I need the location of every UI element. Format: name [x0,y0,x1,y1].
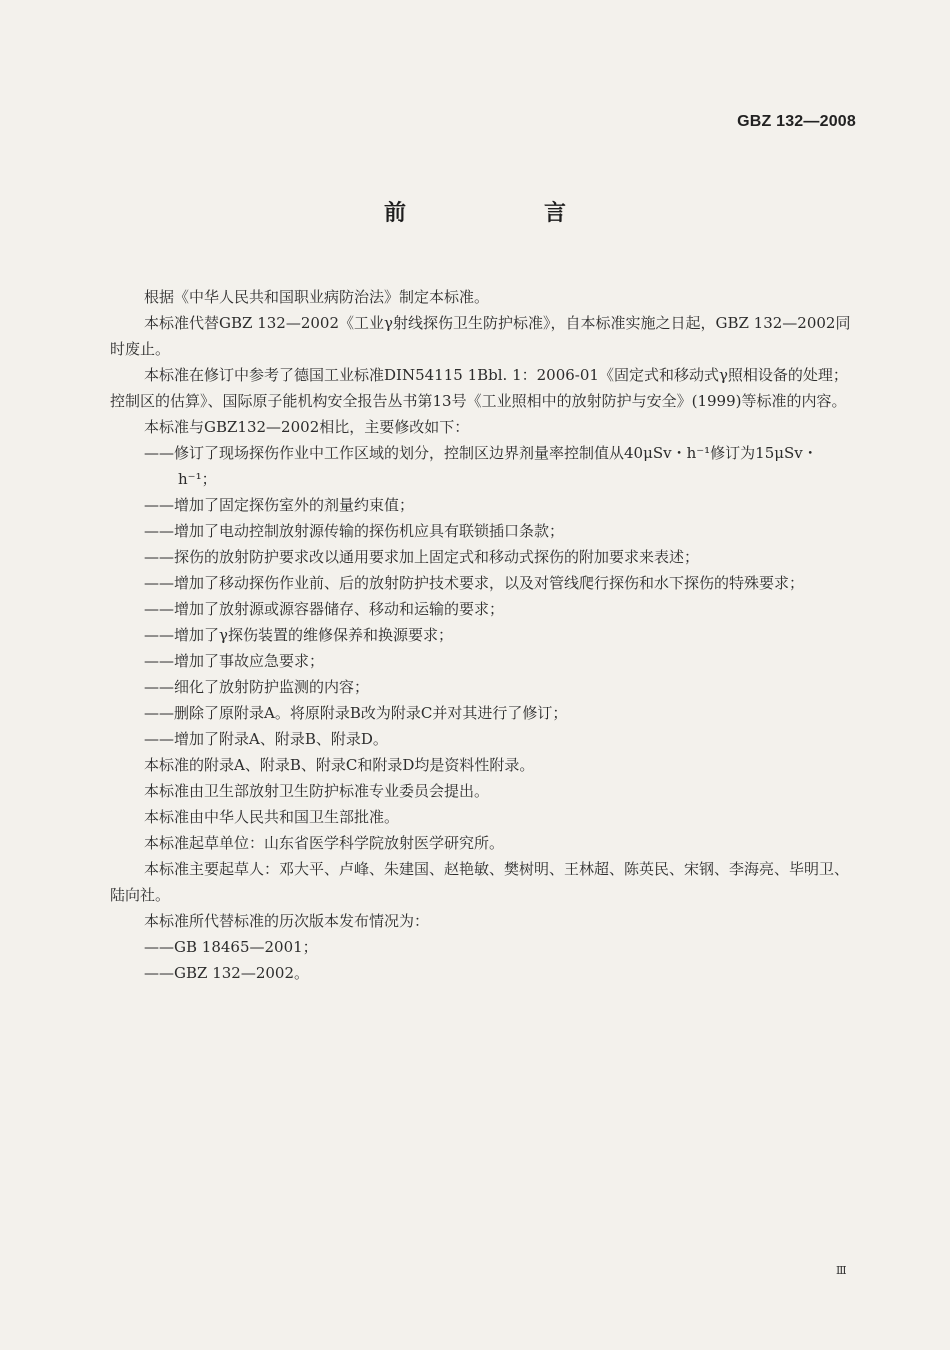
list-item: ——探伤的放射防护要求改以通用要求加上固定式和移动式探伤的附加要求来表述； [144,548,700,566]
list-item: ——增加了事故应急要求； [144,652,325,670]
document-body [110,284,854,986]
paragraph: 本标准由中华人民共和国卫生部批准。 [144,808,400,826]
list-item: ——删除了原附录A。将原附录B改为附录C并对其进行了修订； [144,704,568,722]
list-item: ——GBZ 132—2002。 [144,964,310,982]
paragraph: 本标准在修订中参考了德国工业标准DIN54115 1Bbl. 1：2006-01《固定式和移动式γ照相设备的处理；控制区的估算》、国际原子能机构安全报告丛书第13号《工业照相中的放射防护与安全》(1999)等标准的内容。 [110,366,848,410]
list-item: ——增加了γ探伤装置的维修保养和换源要求； [144,626,453,644]
list-item: ——增加了固定探伤室外的剂量约束值； [144,496,415,514]
paragraph: 本标准的附录A、附录B、附录C和附录D均是资料性附录。 [144,756,535,774]
list-item: ——修订了现场探伤作业中工作区域的划分，控制区边界剂量率控制值从40μSv・h⁻¹修订为15μSv・h⁻¹； [144,444,818,488]
paragraph: 根据《中华人民共和国职业病防治法》制定本标准。 [144,288,490,306]
list-item: ——GB 18465—2001； [144,938,318,956]
paragraph: 本标准与GBZ132—2002相比，主要修改如下： [144,418,470,436]
standard-code: GBZ 132—2008 [737,113,856,130]
page-number: Ⅲ [836,1264,847,1277]
paragraph: 本标准所代替标准的历次版本发布情况为： [144,912,430,930]
list-item: ——增加了电动控制放射源传输的探伤机应具有联锁插口条款； [144,522,565,540]
paragraph: 本标准主要起草人：邓大平、卢峰、朱建国、赵艳敏、樊树明、王林超、陈英民、宋钢、李海亮、毕明卫、陆向社。 [110,860,850,904]
list-item: ——增加了移动探伤作业前、后的放射防护技术要求，以及对管线爬行探伤和水下探伤的特殊要求； [144,574,805,592]
paragraph: 本标准由卫生部放射卫生防护标准专业委员会提出。 [144,782,490,800]
page-title: 前 言 [383,200,624,226]
list-item: ——增加了放射源或源容器储存、移动和运输的要求； [144,600,505,618]
paragraph: 本标准起草单位：山东省医学科学院放射医学研究所。 [144,834,505,852]
list-item: ——增加了附录A、附录B、附录D。 [144,730,388,748]
paragraph: 本标准代替GBZ 132—2002《工业γ射线探伤卫生防护标准》，自本标准实施之日起，GBZ 132—2002同时废止。 [110,314,851,358]
list-item: ——细化了放射防护监测的内容； [144,678,370,696]
